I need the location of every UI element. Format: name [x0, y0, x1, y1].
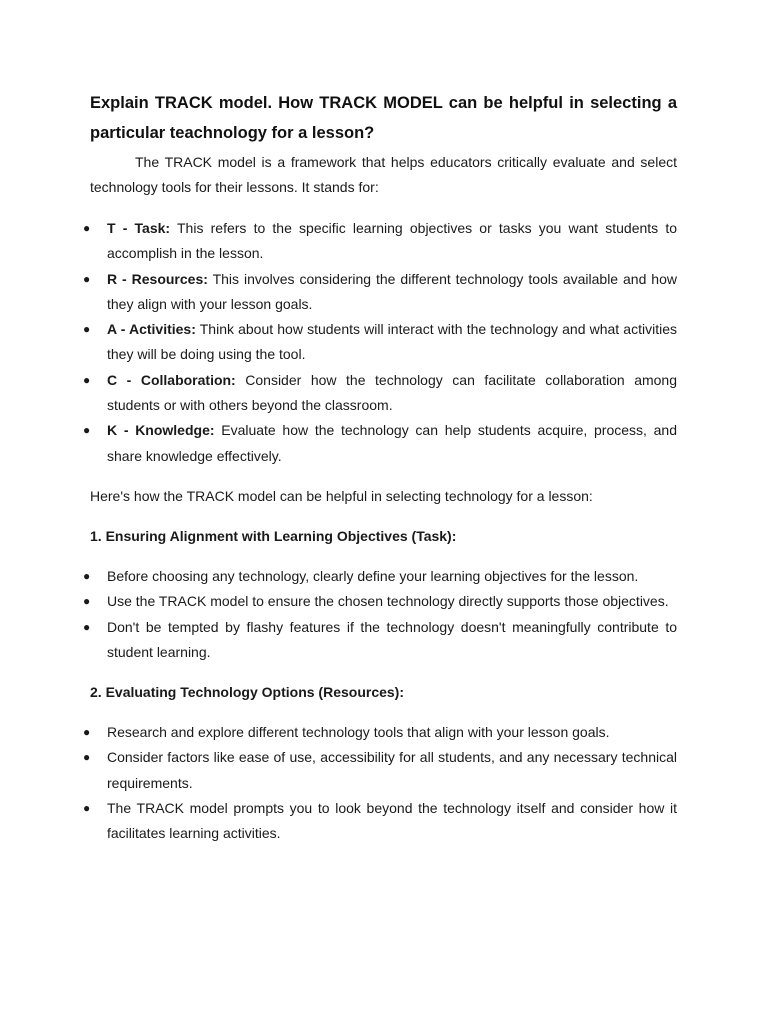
- track-item-knowledge: [83, 418, 678, 469]
- list-item: [83, 615, 677, 666]
- track-term: K - Knowledge:: [107, 422, 215, 439]
- track-term: T - Task:: [107, 220, 171, 236]
- bullet-icon: ●: [83, 750, 91, 765]
- list-item: [83, 564, 677, 589]
- list-item-text: Use the TRACK model to ensure the chosen technology directly supports those objectives.: [107, 593, 669, 610]
- list-item-text: Before choosing any technology, clearly define your learning objectives for the lesson.: [107, 567, 639, 584]
- track-item-activities: [83, 317, 677, 368]
- bullet-icon: ●: [83, 221, 91, 235]
- track-text: Evaluate how the technology can help students acquire, process, and share knowledge effectively.: [107, 422, 678, 464]
- document-page: [83, 88, 678, 847]
- list-item-text: Consider factors like ease of use, accessibility for all students, and any necessary technical requirements.: [107, 749, 677, 791]
- bullet-icon: ●: [83, 619, 91, 634]
- transition-paragraph: Here's how the TRACK model can be helpful in selecting technology for a lesson:: [90, 487, 593, 504]
- bullet-icon: ●: [83, 801, 91, 816]
- track-item-resources: [83, 267, 677, 318]
- document-title: Explain TRACK model. How TRACK MODEL can be helpful in selecting a particular teachnology for a lesson?: [90, 94, 677, 142]
- bullet-icon: ●: [83, 725, 91, 740]
- section-list-task: [83, 564, 677, 665]
- track-term: R - Resources:: [107, 270, 208, 287]
- track-text: This involves considering the different technology tools available and how they align with your lesson goals.: [107, 270, 677, 312]
- list-item: [83, 796, 677, 847]
- track-text: This refers to the specific learning objectives or tasks you want students to accomplish in the lesson.: [107, 220, 677, 262]
- track-item-task: [83, 216, 677, 267]
- intro-paragraph: The TRACK model is a framework that helps educators critically evaluate and select technology tools for their lessons. It stands for:: [90, 154, 677, 195]
- track-text: Think about how students will interact with the technology and what activities they will be doing using the tool.: [107, 321, 677, 363]
- list-item: [83, 720, 677, 745]
- list-item: [83, 745, 677, 796]
- list-item: [83, 589, 677, 614]
- bullet-icon: ●: [83, 271, 91, 286]
- section-heading-task: 1. Ensuring Alignment with Learning Objectives (Task):: [90, 527, 457, 544]
- bullet-icon: ●: [83, 423, 91, 438]
- bullet-icon: ●: [83, 372, 91, 387]
- list-item-text: Research and explore different technology tools that align with your lesson goals.: [107, 724, 610, 741]
- section-list-resources: [83, 720, 677, 846]
- track-term: C - Collaboration:: [107, 371, 236, 388]
- spacer: [90, 665, 677, 680]
- track-list: [83, 216, 678, 469]
- list-item-text: Don't be tempted by flashy features if the technology doesn't meaningfully contribute to student learning.: [107, 618, 677, 660]
- track-text: Consider how the technology can facilitate collaboration among students or with others beyond the classroom.: [107, 371, 678, 414]
- bullet-icon: ●: [83, 594, 91, 609]
- bullet-icon: ●: [83, 568, 91, 583]
- list-item-text: The TRACK model prompts you to look beyond the technology itself and consider how it facilitates learning activities.: [107, 800, 677, 842]
- section-heading-resources: 2. Evaluating Technology Options (Resources):: [90, 684, 405, 701]
- track-item-collaboration: [83, 368, 678, 419]
- bullet-icon: ●: [83, 322, 91, 337]
- track-term: A - Activities:: [107, 321, 196, 338]
